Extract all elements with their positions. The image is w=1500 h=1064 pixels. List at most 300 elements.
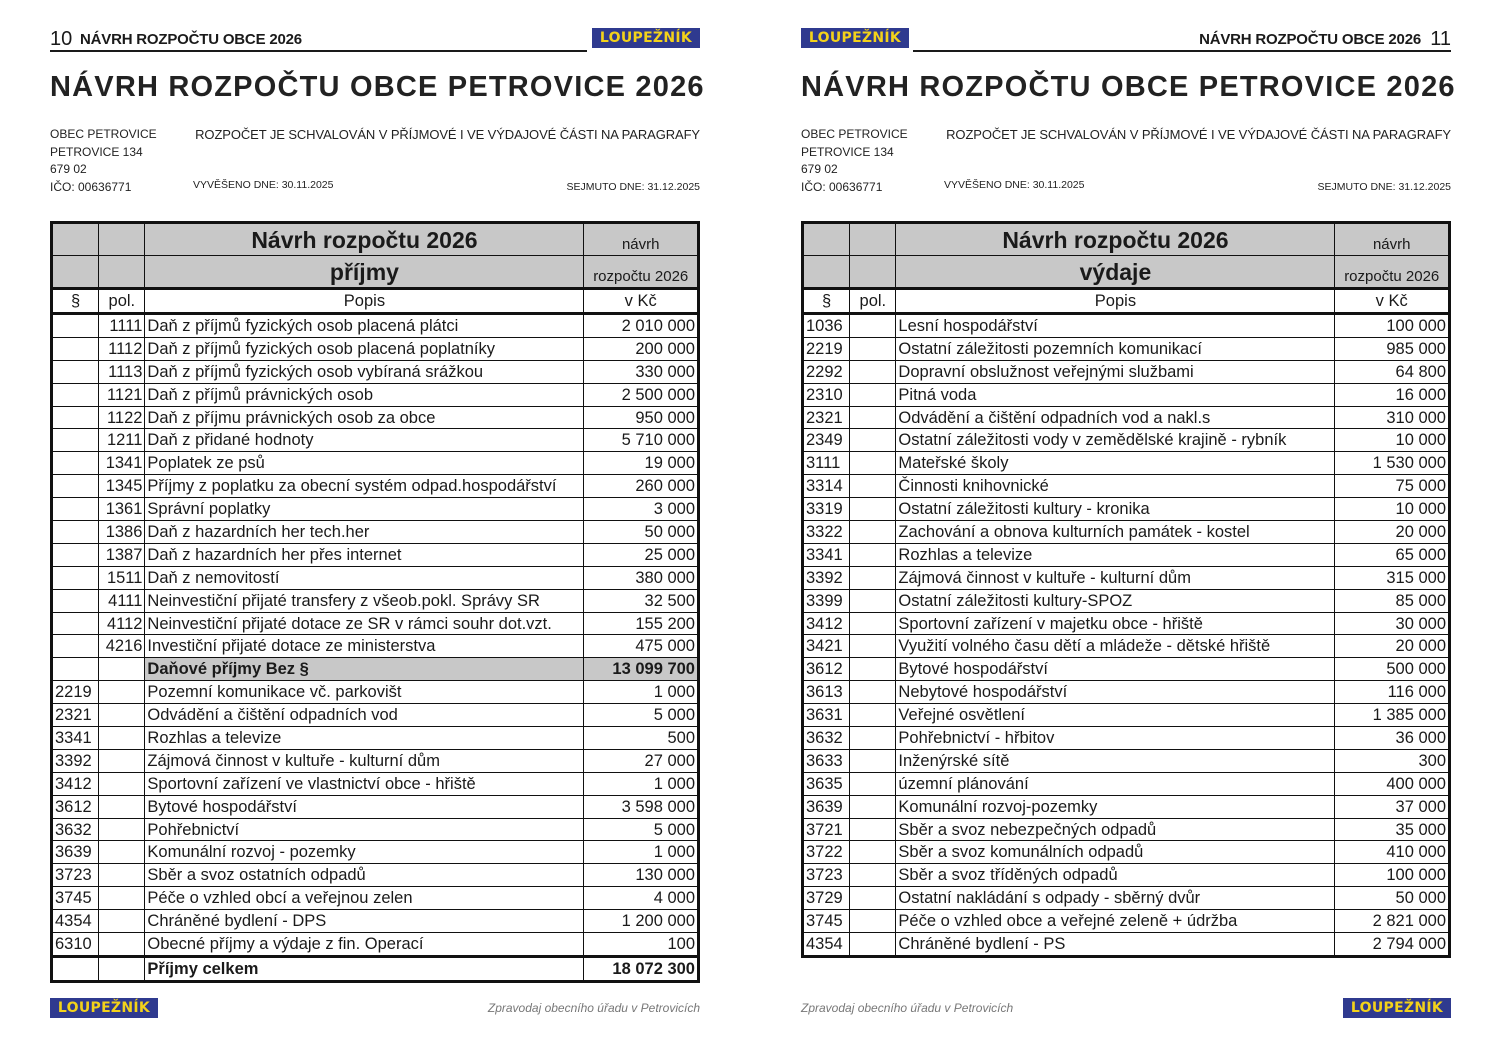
amount-cell: 37 000: [1335, 795, 1450, 818]
table-row: [803, 887, 1450, 910]
amount-cell: 5 000: [584, 704, 699, 727]
col-amount: v Kč: [1335, 289, 1450, 314]
running-title: NÁVRH ROZPOČTU OBCE 2026: [1199, 31, 1421, 48]
table-row: [52, 704, 699, 727]
table-row: [803, 337, 1450, 360]
address-line: 679 02: [50, 162, 87, 176]
description-cell: Daň z hazardních her přes internet: [145, 543, 584, 566]
item-code-cell: 4111: [99, 589, 145, 612]
description-cell: Neinvestiční přijaté dotace ze SR v rámci souhr dot.vzt.: [145, 612, 584, 635]
table-title: Návrh rozpočtu 2026: [145, 223, 584, 256]
item-code-cell: [850, 452, 896, 475]
item-code-cell: [850, 887, 896, 910]
description-cell: Daň z příjmů fyzických osob placená poplatníky: [145, 337, 584, 360]
table-row: [803, 727, 1450, 750]
item-code-cell: [850, 818, 896, 841]
description-cell: Sběr a svoz nebezpečných odpadů: [896, 818, 1335, 841]
loupeznik-logo: LOUPEŽNÍK: [592, 28, 700, 48]
table-row: [52, 498, 699, 521]
description-cell: Ostatní záležitosti pozemních komunikací: [896, 337, 1335, 360]
paragraph-cell: 3632: [52, 818, 99, 841]
description-cell: Daň z hazardních her tech.her: [145, 521, 584, 544]
item-code-cell: [99, 864, 145, 887]
item-code-cell: [850, 566, 896, 589]
amount-cell: 16 000: [1335, 383, 1450, 406]
paragraph-cell: 3633: [803, 749, 850, 772]
description-cell: Daň z nemovitostí: [145, 566, 584, 589]
income-table: [50, 221, 700, 983]
description-cell: Ostatní záležitosti kultury-SPOZ: [896, 589, 1335, 612]
paragraph-cell: 3745: [803, 910, 850, 933]
table-row: [803, 795, 1450, 818]
table-row: [803, 429, 1450, 452]
table-row: [52, 452, 699, 475]
paragraph-cell: [52, 566, 99, 589]
amount-cell: 2 500 000: [584, 383, 699, 406]
paragraph-cell: 3639: [52, 841, 99, 864]
table-row: [803, 635, 1450, 658]
posted-date: VYVĚŠENO DNE: 30.11.2025: [193, 179, 334, 191]
description-cell: Sportovní zařízení v majetku obce - hřiště: [896, 612, 1335, 635]
paragraph-cell: 3111: [803, 452, 850, 475]
table-row: [52, 864, 699, 887]
amount-cell: 380 000: [584, 566, 699, 589]
amount-cell: 130 000: [584, 864, 699, 887]
item-code-cell: [850, 429, 896, 452]
paragraph-cell: 3632: [803, 727, 850, 750]
description-cell: Mateřské školy: [896, 452, 1335, 475]
header-cell: [850, 256, 896, 289]
table-row: [52, 933, 699, 957]
table-row: [52, 612, 699, 635]
column-header-row: [803, 289, 1450, 314]
table-row: [803, 475, 1450, 498]
item-code-cell: 1511: [99, 566, 145, 589]
amount-cell: 50 000: [1335, 887, 1450, 910]
table-row: [803, 772, 1450, 795]
item-code-cell: [850, 498, 896, 521]
description-cell: Veřejné osvětlení: [896, 704, 1335, 727]
item-code-cell: [850, 635, 896, 658]
description-cell: Daň z příjmu právnických osob za obce: [145, 406, 584, 429]
col-amount: v Kč: [584, 289, 699, 314]
paragraph-cell: 3723: [803, 864, 850, 887]
amount-cell: 5 710 000: [584, 429, 699, 452]
table-row: [803, 314, 1450, 338]
paragraph-cell: 3612: [803, 658, 850, 681]
paragraph-cell: [52, 498, 99, 521]
address-line: IČO: 00636771: [50, 179, 132, 194]
amount-cell: 32 500: [584, 589, 699, 612]
item-code-cell: [850, 727, 896, 750]
item-code-cell: [850, 772, 896, 795]
item-code-cell: [99, 704, 145, 727]
description-cell: Daňové příjmy Bez §: [145, 658, 584, 681]
amount-cell: 64 800: [1335, 360, 1450, 383]
description-cell: Příjmy z poplatku za obecní systém odpad.hospodářství: [145, 475, 584, 498]
table-header-row: [52, 256, 699, 289]
description-cell: Sběr a svoz tříděných odpadů: [896, 864, 1335, 887]
item-code-cell: [99, 681, 145, 704]
item-code-cell: [99, 772, 145, 795]
table-row: [52, 910, 699, 933]
item-code-cell: 1113: [99, 360, 145, 383]
table-row: [52, 589, 699, 612]
amount-cell: 5 000: [584, 818, 699, 841]
table-subtitle: příjmy: [145, 256, 584, 289]
amount-cell: 200 000: [584, 337, 699, 360]
table-row: [803, 818, 1450, 841]
description-cell: Pohřebnictví - hřbitov: [896, 727, 1335, 750]
description-cell: Využití volného času dětí a mládeže - dětské hřiště: [896, 635, 1335, 658]
paragraph-cell: 3319: [803, 498, 850, 521]
header-cell: [803, 223, 850, 256]
table-row: [803, 589, 1450, 612]
item-code-cell: [99, 841, 145, 864]
paragraph-cell: 3341: [803, 543, 850, 566]
amount-cell: 2 794 000: [1335, 933, 1450, 957]
item-code-cell: [850, 704, 896, 727]
paragraph-cell: 3612: [52, 795, 99, 818]
amount-cell: 400 000: [1335, 772, 1450, 795]
item-code-cell: [850, 933, 896, 957]
table-row: [803, 383, 1450, 406]
amount-cell: 300: [1335, 749, 1450, 772]
footer-text: Zpravodaj obecního úřadu v Petrovicích: [801, 1001, 1014, 1015]
removed-date: SEJMUTO DNE: 31.12.2025: [1317, 181, 1451, 193]
approval-note: ROZPOČET JE SCHVALOVÁN V PŘÍJMOVÉ I VE VÝDAJOVÉ ČÁSTI NA PARAGRAFY: [946, 127, 1451, 142]
table-row: [803, 910, 1450, 933]
paragraph-cell: 3421: [803, 635, 850, 658]
address-line: OBEC PETROVICE: [801, 127, 908, 141]
paragraph-cell: 6310: [52, 933, 99, 957]
paragraph-cell: 3399: [803, 589, 850, 612]
table-row: [803, 749, 1450, 772]
table-row: [52, 383, 699, 406]
item-code-cell: [850, 521, 896, 544]
table-row: [52, 749, 699, 772]
header-proposal: návrh: [584, 223, 699, 256]
page-title: NÁVRH ROZPOČTU OBCE PETROVICE 2026: [50, 71, 705, 103]
amount-cell: 10 000: [1335, 498, 1450, 521]
item-code-cell: [99, 910, 145, 933]
amount-cell: 50 000: [584, 521, 699, 544]
paragraph-cell: [52, 521, 99, 544]
item-code-cell: [850, 314, 896, 338]
col-description: Popis: [145, 289, 584, 314]
paragraph-cell: 4354: [803, 933, 850, 957]
description-cell: Daň z příjmů fyzických osob placená plátci: [145, 314, 584, 338]
description-cell: Daň z přidané hodnoty: [145, 429, 584, 452]
amount-cell: 2 010 000: [584, 314, 699, 338]
amount-cell: 985 000: [1335, 337, 1450, 360]
amount-cell: 2 821 000: [1335, 910, 1450, 933]
table-row: [803, 406, 1450, 429]
header-cell: [99, 256, 145, 289]
item-code-cell: 1345: [99, 475, 145, 498]
item-code-cell: 4216: [99, 635, 145, 658]
amount-cell: 950 000: [584, 406, 699, 429]
amount-cell: 20 000: [1335, 521, 1450, 544]
amount-cell: 1 000: [584, 681, 699, 704]
paragraph-cell: [52, 383, 99, 406]
item-code-cell: 1111: [99, 314, 145, 338]
amount-cell: 260 000: [584, 475, 699, 498]
header-rule: [50, 50, 587, 52]
paragraph-cell: [52, 658, 99, 681]
paragraph-cell: [52, 956, 99, 981]
description-cell: Sportovní zařízení ve vlastnictví obce - hřiště: [145, 772, 584, 795]
description-cell: územní plánování: [896, 772, 1335, 795]
description-cell: Inženýrské sítě: [896, 749, 1335, 772]
table-row: [52, 406, 699, 429]
table-row: [52, 727, 699, 750]
paragraph-cell: [52, 543, 99, 566]
page-number: 10: [50, 28, 73, 50]
description-cell: Péče o vzhled obce a veřejné zeleně + údržba: [896, 910, 1335, 933]
description-cell: Ostatní nakládání s odpady - sběrný dvůr: [896, 887, 1335, 910]
amount-cell: 3 000: [584, 498, 699, 521]
paragraph-cell: 3613: [803, 681, 850, 704]
expenditure-table: [801, 221, 1451, 958]
item-code-cell: [99, 887, 145, 910]
table-row: [52, 887, 699, 910]
item-code-cell: 1122: [99, 406, 145, 429]
description-cell: Správní poplatky: [145, 498, 584, 521]
item-code-cell: [99, 658, 145, 681]
header-budget: rozpočtu 2026: [584, 256, 699, 289]
paragraph-cell: 3722: [803, 841, 850, 864]
amount-cell: 475 000: [584, 635, 699, 658]
page-11: [801, 0, 1456, 1064]
paragraph-cell: 2321: [803, 406, 850, 429]
amount-cell: 3 598 000: [584, 795, 699, 818]
table-row: [52, 772, 699, 795]
loupeznik-logo: LOUPEŽNÍK: [50, 998, 158, 1018]
item-code-cell: [850, 360, 896, 383]
amount-cell: 1 200 000: [584, 910, 699, 933]
item-code-cell: [850, 543, 896, 566]
item-code-cell: [850, 383, 896, 406]
paragraph-cell: [52, 475, 99, 498]
amount-cell: 100 000: [1335, 864, 1450, 887]
description-cell: Zachování a obnova kulturních památek - kostel: [896, 521, 1335, 544]
description-cell: Chráněné bydlení - DPS: [145, 910, 584, 933]
table-row: [803, 452, 1450, 475]
description-cell: Dopravní obslužnost veřejnými službami: [896, 360, 1335, 383]
amount-cell: 1 000: [584, 841, 699, 864]
page-number: 11: [1430, 28, 1451, 50]
amount-cell: 315 000: [1335, 566, 1450, 589]
item-code-cell: 1341: [99, 452, 145, 475]
paragraph-cell: 2219: [803, 337, 850, 360]
paragraph-cell: [52, 406, 99, 429]
amount-cell: 1 000: [584, 772, 699, 795]
table-row: [803, 566, 1450, 589]
running-header: [50, 28, 700, 52]
item-code-cell: [850, 841, 896, 864]
subtotal-row: [52, 658, 699, 681]
table-row: [803, 681, 1450, 704]
paragraph-cell: 3729: [803, 887, 850, 910]
municipality-address: [50, 126, 157, 196]
paragraph-cell: 3635: [803, 772, 850, 795]
paragraph-cell: 3314: [803, 475, 850, 498]
amount-cell: 13 099 700: [584, 658, 699, 681]
item-code-cell: [850, 864, 896, 887]
description-cell: Chráněné bydlení - PS: [896, 933, 1335, 957]
header-cell: [803, 256, 850, 289]
paragraph-cell: 3631: [803, 704, 850, 727]
paragraph-cell: 3745: [52, 887, 99, 910]
paragraph-cell: [52, 314, 99, 338]
table-row: [52, 360, 699, 383]
header-rule: [913, 50, 1451, 52]
paragraph-cell: [52, 452, 99, 475]
description-cell: Pozemní komunikace vč. parkovišt: [145, 681, 584, 704]
paragraph-cell: 2292: [803, 360, 850, 383]
paragraph-cell: 1036: [803, 314, 850, 338]
table-row: [52, 543, 699, 566]
amount-cell: 36 000: [1335, 727, 1450, 750]
amount-cell: 1 385 000: [1335, 704, 1450, 727]
amount-cell: 116 000: [1335, 681, 1450, 704]
amount-cell: 85 000: [1335, 589, 1450, 612]
amount-cell: 4 000: [584, 887, 699, 910]
description-cell: Bytové hospodářství: [145, 795, 584, 818]
page-title: NÁVRH ROZPOČTU OBCE PETROVICE 2026: [801, 71, 1456, 103]
item-code-cell: [99, 795, 145, 818]
description-cell: Sběr a svoz ostatních odpadů: [145, 864, 584, 887]
col-description: Popis: [896, 289, 1335, 314]
table-row: [803, 360, 1450, 383]
table-row: [52, 314, 699, 338]
address-line: PETROVICE 134: [801, 144, 894, 159]
amount-cell: 310 000: [1335, 406, 1450, 429]
description-cell: Zájmová činnost v kultuře - kulturní dům: [896, 566, 1335, 589]
removed-date: SEJMUTO DNE: 31.12.2025: [566, 181, 700, 193]
paragraph-cell: 3723: [52, 864, 99, 887]
description-cell: Ostatní záležitosti vody v zemědělské krajině - rybník: [896, 429, 1335, 452]
column-header-row: [52, 289, 699, 314]
item-code-cell: [850, 337, 896, 360]
amount-cell: 10 000: [1335, 429, 1450, 452]
table-row: [803, 704, 1450, 727]
paragraph-cell: 3412: [803, 612, 850, 635]
item-code-cell: [99, 749, 145, 772]
item-code-cell: [99, 818, 145, 841]
description-cell: Zájmová činnost v kultuře - kulturní dům: [145, 749, 584, 772]
approval-note: ROZPOČET JE SCHVALOVÁN V PŘÍJMOVÉ I VE VÝDAJOVÉ ČÁSTI NA PARAGRAFY: [195, 127, 700, 142]
table-row: [52, 475, 699, 498]
amount-cell: 100 000: [1335, 314, 1450, 338]
item-code-cell: 1112: [99, 337, 145, 360]
description-cell: Nebytové hospodářství: [896, 681, 1335, 704]
amount-cell: 500: [584, 727, 699, 750]
table-row: [52, 429, 699, 452]
total-row: [52, 956, 699, 981]
item-code-cell: [850, 681, 896, 704]
item-code-cell: 1387: [99, 543, 145, 566]
paragraph-cell: [52, 360, 99, 383]
item-code-cell: 1361: [99, 498, 145, 521]
amount-cell: 330 000: [584, 360, 699, 383]
amount-cell: 155 200: [584, 612, 699, 635]
description-cell: Příjmy celkem: [145, 956, 584, 981]
item-code-cell: [850, 406, 896, 429]
paragraph-cell: 3412: [52, 772, 99, 795]
paragraph-cell: 4354: [52, 910, 99, 933]
description-cell: Pohřebnictví: [145, 818, 584, 841]
description-cell: Neinvestiční přijaté transfery z všeob.pokl. Správy SR: [145, 589, 584, 612]
description-cell: Sběr a svoz komunálních odpadů: [896, 841, 1335, 864]
paragraph-cell: 2219: [52, 681, 99, 704]
amount-cell: 30 000: [1335, 612, 1450, 635]
col-item: pol.: [850, 289, 896, 314]
table-row: [52, 841, 699, 864]
item-code-cell: 1211: [99, 429, 145, 452]
table-row: [52, 795, 699, 818]
item-code-cell: [850, 749, 896, 772]
paragraph-cell: [52, 635, 99, 658]
col-paragraph: §: [52, 289, 99, 314]
description-cell: Rozhlas a televize: [896, 543, 1335, 566]
paragraph-cell: [52, 589, 99, 612]
description-cell: Lesní hospodářství: [896, 314, 1335, 338]
table-header-row: [803, 256, 1450, 289]
item-code-cell: [850, 612, 896, 635]
header-proposal: návrh: [1335, 223, 1450, 256]
amount-cell: 410 000: [1335, 841, 1450, 864]
table-row: [803, 543, 1450, 566]
table-row: [52, 337, 699, 360]
description-cell: Obecné příjmy a výdaje z fin. Operací: [145, 933, 584, 957]
item-code-cell: [850, 589, 896, 612]
paragraph-cell: 3392: [52, 749, 99, 772]
header-cell: [850, 223, 896, 256]
amount-cell: 20 000: [1335, 635, 1450, 658]
paragraph-cell: 2310: [803, 383, 850, 406]
amount-cell: 35 000: [1335, 818, 1450, 841]
amount-cell: 65 000: [1335, 543, 1450, 566]
loupeznik-logo: LOUPEŽNÍK: [801, 28, 909, 48]
table-title: Návrh rozpočtu 2026: [896, 223, 1335, 256]
table-header-row: [52, 223, 699, 256]
table-subtitle: výdaje: [896, 256, 1335, 289]
item-code-cell: [850, 475, 896, 498]
item-code-cell: [99, 956, 145, 981]
address-line: IČO: 00636771: [801, 179, 883, 194]
description-cell: Poplatek ze psů: [145, 452, 584, 475]
description-cell: Daň z příjmů fyzických osob vybíraná srážkou: [145, 360, 584, 383]
footer-text: Zpravodaj obecního úřadu v Petrovicích: [487, 1001, 700, 1015]
amount-cell: 1 530 000: [1335, 452, 1450, 475]
table-row: [52, 818, 699, 841]
table-row: [52, 635, 699, 658]
description-cell: Pitná voda: [896, 383, 1335, 406]
description-cell: Bytové hospodářství: [896, 658, 1335, 681]
col-item: pol.: [99, 289, 145, 314]
paragraph-cell: 2321: [52, 704, 99, 727]
table-header-row: [803, 223, 1450, 256]
paragraph-cell: [52, 612, 99, 635]
item-code-cell: [850, 795, 896, 818]
item-code-cell: 1121: [99, 383, 145, 406]
amount-cell: 27 000: [584, 749, 699, 772]
paragraph-cell: [52, 429, 99, 452]
description-cell: Činnosti knihovnické: [896, 475, 1335, 498]
description-cell: Péče o vzhled obcí a veřejnou zelen: [145, 887, 584, 910]
